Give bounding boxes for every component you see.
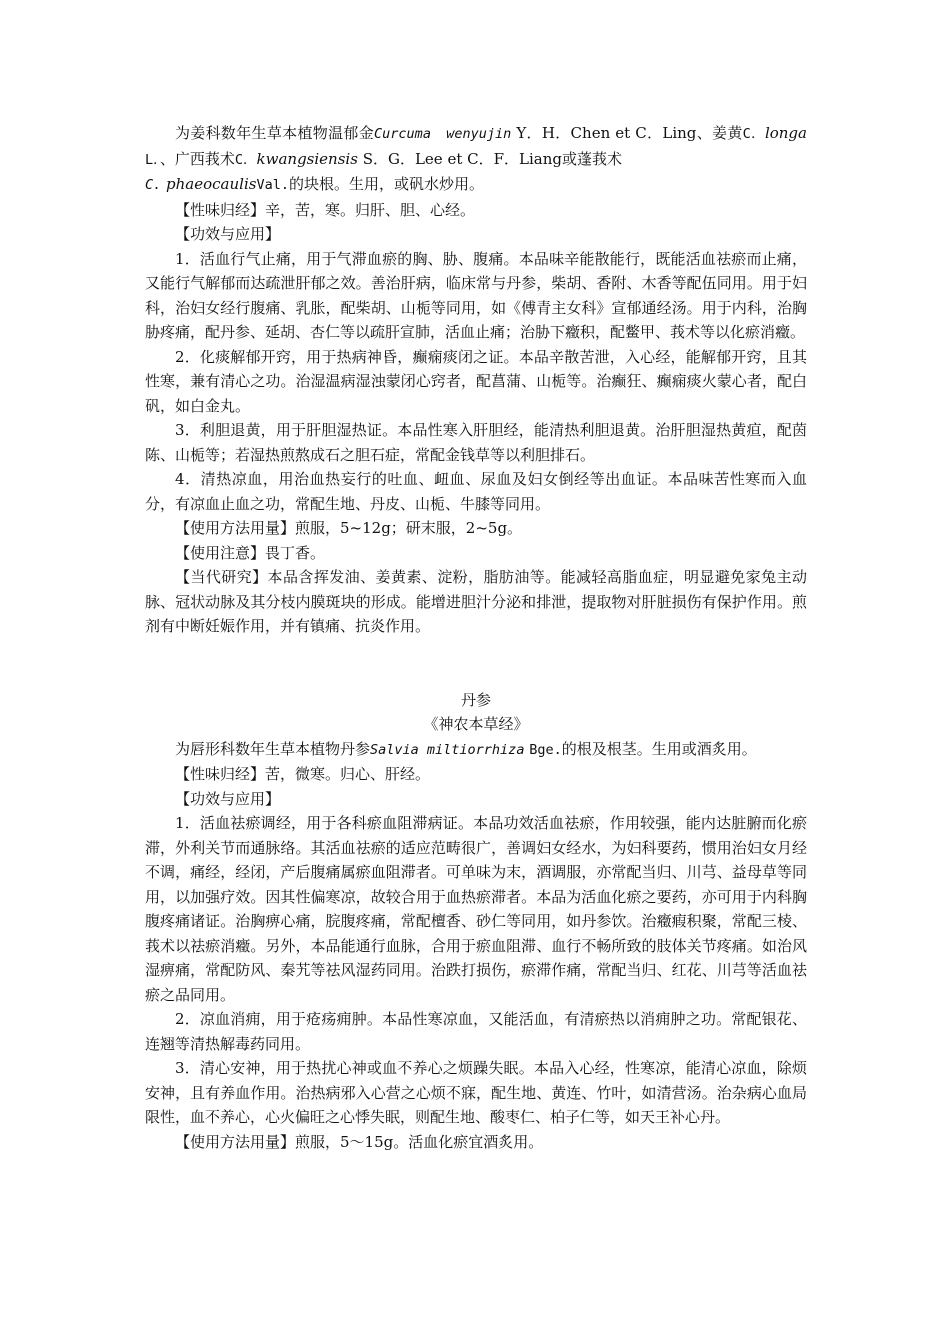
species-genus: C. (145, 177, 162, 193)
yujin-nature-paragraph: 【性味归经】辛，苦，寒。归肝、胆、心经。 (175, 200, 476, 219)
yujin-origin-mid3: 或蓬莪术 (561, 149, 622, 168)
yujin-actions-heading: 【功效与应用】 (175, 225, 281, 243)
danshen-action-2: 2．凉血消痈，用于疮疡痈肿。本品性寒凉血，又能活血，有清瘀热以消痈肿之功。常配银花、连翘等清热解毒药同用。 (145, 1010, 807, 1053)
danshen-nature-paragraph: 【性味归经】苦，微寒。归心、肝经。 (175, 765, 431, 783)
species-genus: C． (742, 126, 765, 142)
danshen-source: 《神农本草经》 (423, 715, 529, 733)
yujin-caution-paragraph: 【使用注意】畏丁香。 (175, 543, 326, 562)
yujin-origin-mid1: 、姜黄 (696, 124, 743, 142)
danshen-action-1: 1．活血祛瘀调经，用于各科瘀血阻滞病证。本品功效活血祛瘀，作用较强，能内达脏腑而化瘀滞，外利关节而通脉络。其活血祛瘀的适应范畴很广，善调妇女经水，为妇科要药，惯用治妇女月经不调，痛经，经闭，产后腹痛属瘀血阻滞者。可单味为末，酒调服，亦常配当归、川芎、益母草等同用，以加强疗效。因其性偏寒凉，故较合用于血热瘀滞者。本品为活血化瘀之要药，亦可用于内科胸腹疼痛诸证。治胸痹心痛，脘腹疼痛，常配檀香、砂仁等同用，如丹参饮。治癥瘕积聚，常配三棱、莪术以祛瘀消癥。另外，本品能通行血脉，合用于瘀血阻滞、血行不畅所致的肢体关节疼痛。如治风湿痹痛，常配防风、秦艽等祛风湿药同用。治跌打损伤，瘀滞作痛，常配当归、红花、川芎等活血祛瘀之品同用。 (145, 814, 807, 1004)
danshen-actions-heading: 【功效与应用】 (175, 789, 281, 808)
danshen-origin-pre: 为唇形科数年生草本植物丹参 (175, 739, 371, 758)
yujin-action-4: 4．清热凉血，用治血热妄行的吐血、衄血、尿血及妇女倒经等出血证。本品味苦性寒而入血分，有凉血止血之功，常配生地、丹皮、山栀、牛膝等同用。 (145, 470, 807, 513)
yujin-action-1: 1．活血行气止痛，用于气滞血瘀的胸、胁、腹痛。本品味辛能散能行，既能活血祛瘀而止痛，又能行气解郁而达疏泄肝郁之效。善治肝病，临床常与丹参，柴胡、香附、木香等配伍同用。用于妇科，治妇女经行腹痛、乳胀，配柴胡、山栀等同用，如《傅青主女科》宣郁通经汤。用于内科，治胸胁疼痛，配丹参、延胡、杏仁等以疏肝宣肺，活血止痛；治胁下癥积，配鳖甲、莪术等以化瘀消癥。 (145, 249, 807, 341)
species-author: S．G．Lee et C．F．Liang (362, 149, 562, 168)
species-epithet: longa (764, 124, 807, 142)
danshen-action-3: 3．清心安神，用于热扰心神或血不养心之烦躁失眠。本品入心经，性寒凉，能清心凉血，除烦安神，且有养血作用。治热病邪入心营之心烦不寐，配生地、黄连、竹叶，如清营汤。治杂病心血局限性，血不养心，心火偏旺之心悸失眠，则配生地、酸枣仁、柏子仁等，如天王补心丹。 (145, 1059, 807, 1126)
section-spacer (145, 639, 807, 688)
yujin-dosage-paragraph: 【使用方法用量】煎服，5~12g；研末服，2~5g。 (175, 519, 523, 537)
species-name: Salvia miltiorrhiza (370, 741, 525, 758)
yujin-origin-mid2: 、广西莪术 (159, 149, 235, 168)
danshen-origin-post: 的根及根茎。生用或酒炙用。 (561, 739, 757, 758)
species-epithet: phaeocaulis (166, 175, 257, 193)
yujin-action-3: 3．利胆退黄，用于肝胆湿热证。本品性寒入肝胆经，能清热利胆退黄。治肝胆湿热黄疸，配茵陈、山栀等；若湿热煎熬成石之胆石症，常配金钱草等以利胆排石。 (145, 421, 807, 464)
danshen-dosage-paragraph: 【使用方法用量】煎服，5～15g。活血化瘀宜酒炙用。 (175, 1132, 544, 1151)
document-page (145, 121, 807, 1154)
yujin-action-2: 2．化痰解郁开窍，用于热病神昏，癫痫痰闭之证。本品辛散苦泄，入心经，能解郁开窍，且其性寒，兼有清心之功。治湿温病湿浊蒙闭心窍者，配菖蒲、山栀等。治癫狂、癫痫痰火蒙心者，配白矾，如白金丸。 (145, 347, 807, 415)
species-genus: Curcuma (374, 126, 431, 142)
species-author: L． (145, 151, 160, 168)
yujin-origin-post: 的块根。生用，或矾水炒用。 (288, 175, 484, 193)
species-genus: C． (234, 151, 257, 168)
danshen-origin-paragraph (145, 737, 807, 763)
yujin-origin-pre: 为姜科数年生草本植物温郁金 (175, 124, 375, 142)
species-author: Bge. (529, 741, 562, 758)
species-author: Y．H．Chen et C．Ling (516, 124, 697, 142)
species-epithet: kwangsiensis (256, 149, 358, 168)
danshen-title: 丹参 (460, 690, 491, 709)
yujin-research-paragraph: 【当代研究】本品含挥发油、姜黄素、淀粉，脂肪油等。能减轻高脂血症，明显避免家兔主动脉、冠状动脉及其分枝内膜斑块的形成。能增进胆汁分泌和排泄，提取物对肝脏损伤有保护作用。煎剂有中断妊娠作用，并有镇痛、抗炎作用。 (145, 568, 807, 635)
yujin-origin-paragraph (145, 121, 807, 198)
species-author: Val. (256, 177, 289, 193)
species-epithet: wenyujin (446, 126, 512, 142)
